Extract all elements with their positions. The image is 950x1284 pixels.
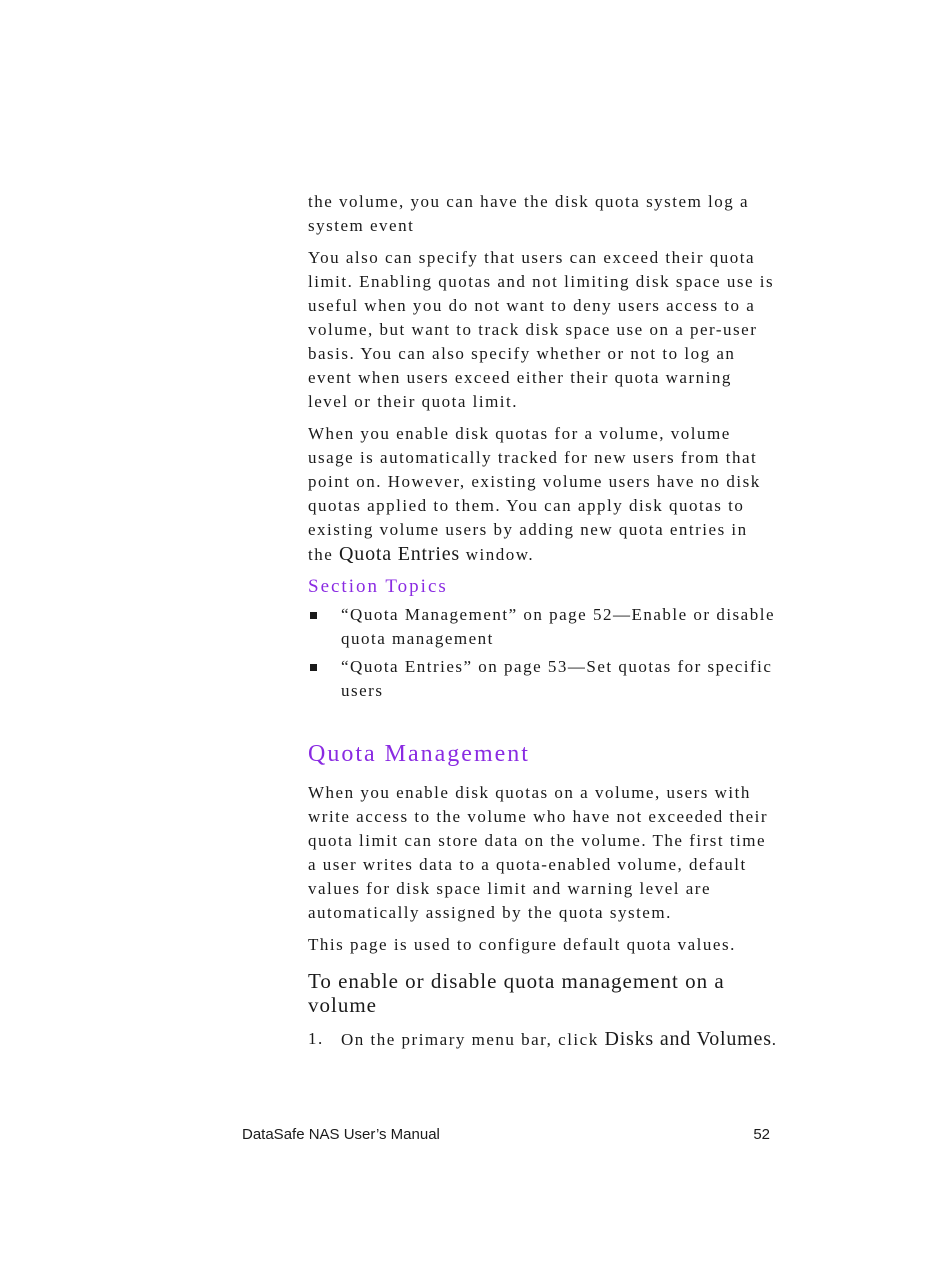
page-number: 52 bbox=[753, 1126, 770, 1143]
page-footer bbox=[242, 1126, 770, 1143]
paragraph-text: When you enable disk quotas for a volume, volume usage is automatically tracked for new users from that point on. However, existing volume users have no disk quotas applied to them. You can apply disk quotas to existing volume users by adding new quota entries in the bbox=[308, 424, 761, 564]
paragraph-enable-tracking bbox=[308, 422, 778, 567]
paragraph-quota-intro: When you enable disk quotas on a volume, users with write access to the volume who have not exceeded their quota limit can store data on the volume. The first time a user writes data to a quota-enabled volume, default values for disk space limit and warning level are automatically assigned by the quota system. bbox=[308, 783, 769, 922]
disks-and-volumes-term: Disks and Volumes bbox=[604, 1028, 772, 1050]
procedure-heading: To enable or disable quota management on a volume bbox=[308, 969, 725, 1017]
step-text: On the primary menu bar, click bbox=[341, 1030, 605, 1049]
section-heading-quota-management: Quota Management bbox=[308, 741, 530, 767]
topic-link-quota-management[interactable]: “Quota Management” on page 52—Enable or disable quota management bbox=[341, 605, 775, 648]
bullet-icon bbox=[310, 612, 317, 619]
step-number: 1. bbox=[308, 1029, 324, 1048]
topic-item bbox=[308, 655, 778, 703]
step-text-end: . bbox=[771, 1030, 778, 1049]
paragraph-text: window. bbox=[459, 545, 535, 564]
manual-title: DataSafe NAS User’s Manual bbox=[242, 1126, 440, 1143]
procedure-step bbox=[308, 1027, 778, 1052]
quota-entries-term: Quota Entries bbox=[339, 543, 460, 565]
paragraph-continued: the volume, you can have the disk quota system log a system event bbox=[308, 192, 750, 235]
paragraph-page-purpose: This page is used to configure default quota values. bbox=[308, 935, 736, 954]
bullet-icon bbox=[310, 664, 317, 671]
paragraph-exceed-quota: You also can specify that users can exceed their quota limit. Enabling quotas and not limiting disk space use is useful when you do not want to deny users access to a volume, but want to track disk space use on a per-user basis. You can also specify whether or not to log an event when users exceed either their quota warning level or their quota limit. bbox=[308, 248, 775, 411]
section-topics-list bbox=[308, 603, 778, 703]
section-topics-heading: Section Topics bbox=[308, 576, 448, 597]
page-content bbox=[308, 190, 778, 1052]
topic-link-quota-entries[interactable]: “Quota Entries” on page 53—Set quotas for specific users bbox=[341, 657, 773, 700]
topic-item bbox=[308, 603, 778, 651]
procedure-steps bbox=[308, 1027, 778, 1052]
